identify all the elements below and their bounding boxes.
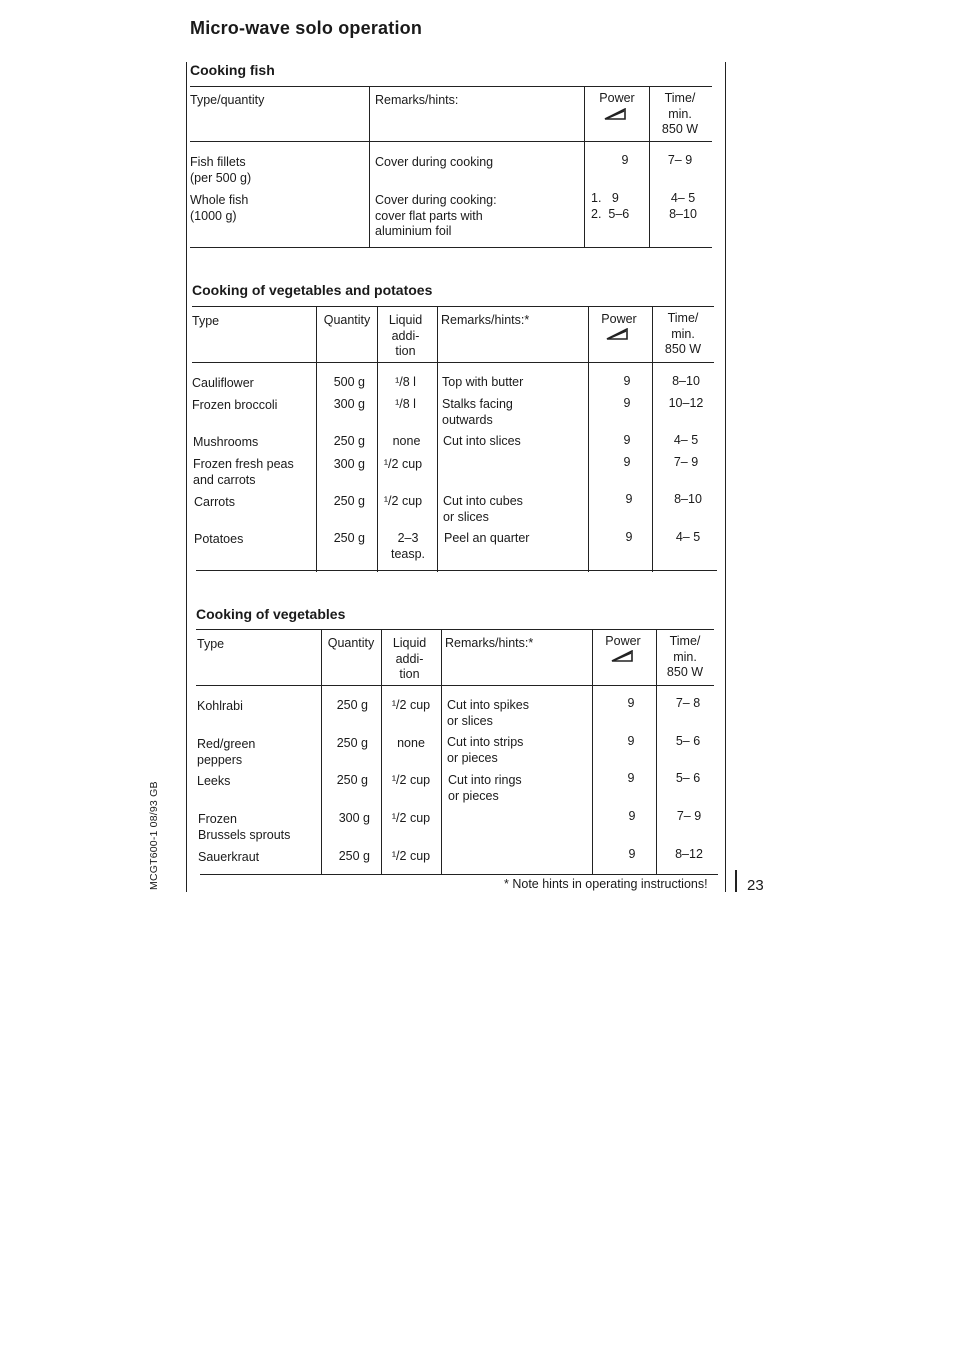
vegpot-row-power: 9 bbox=[623, 455, 631, 469]
vegpot-row-type: Mushrooms bbox=[193, 435, 259, 449]
vegpot-row-time: 7– 9 bbox=[673, 455, 699, 469]
left-margin-rule bbox=[186, 62, 187, 892]
veg-row-time: 5– 6 bbox=[675, 734, 701, 748]
vegpot-header-liquid: Liquid addi- tion bbox=[388, 313, 423, 358]
vegpot-header-remarks: Remarks/hints:* bbox=[441, 313, 530, 327]
veg-row-quantity: 250 g bbox=[336, 698, 368, 712]
veg-row-remarks: Cut into strips or pieces bbox=[447, 735, 524, 765]
power-wedge-icon bbox=[611, 650, 633, 662]
fish-header-remarks: Remarks/hints: bbox=[375, 93, 459, 107]
veg-row-time: 7– 8 bbox=[675, 696, 701, 710]
vegpot-row-quantity: 300 g bbox=[333, 397, 365, 411]
veg-section-heading: Cooking of vegetables bbox=[196, 606, 346, 622]
vegpot-row-power: 9 bbox=[623, 396, 631, 410]
page-number-rule bbox=[735, 870, 737, 892]
veg-row-type: Kohlrabi bbox=[197, 699, 243, 713]
fish-row-type: Whole fish (1000 g) bbox=[190, 193, 249, 223]
vegpot-row-type: Cauliflower bbox=[192, 376, 254, 390]
veg-row-type: Leeks bbox=[197, 774, 231, 788]
fish-header-power: Power bbox=[599, 91, 635, 105]
vegpot-section-heading: Cooking of vegetables and potatoes bbox=[192, 282, 433, 298]
footnote: * Note hints in operating instructions! bbox=[504, 877, 708, 891]
vegpot-header-time: Time/ min. 850 W bbox=[664, 311, 702, 356]
veg-row-quantity: 250 g bbox=[338, 849, 370, 863]
fish-row-remarks: Cover during cooking bbox=[375, 155, 494, 169]
veg-row-time: 7– 9 bbox=[676, 809, 702, 823]
vegpot-row-time: 10–12 bbox=[668, 396, 704, 410]
veg-row-quantity: 300 g bbox=[338, 811, 370, 825]
vegpot-row-type: Frozen broccoli bbox=[192, 398, 278, 412]
vegpot-header-type: Type bbox=[192, 314, 220, 328]
veg-row-power: 9 bbox=[627, 734, 635, 748]
veg-row-time: 5– 6 bbox=[675, 771, 701, 785]
vegpot-row-liquid: ¹/2 cup bbox=[383, 457, 423, 471]
vegpot-row-time: 8–10 bbox=[672, 374, 700, 388]
fish-row-type: Fish fillets (per 500 g) bbox=[190, 155, 252, 185]
page-title: Micro-wave solo operation bbox=[190, 18, 423, 38]
fish-row-time: 7– 9 bbox=[667, 153, 693, 167]
veg-row-liquid: ¹/2 cup bbox=[391, 698, 431, 712]
fish-section-heading: Cooking fish bbox=[190, 62, 275, 78]
fish-row-time: 4– 5 8–10 bbox=[669, 191, 697, 221]
vegpot-row-quantity: 300 g bbox=[333, 457, 365, 471]
power-wedge-icon bbox=[606, 328, 628, 340]
veg-row-remarks: Cut into spikes or slices bbox=[447, 698, 529, 728]
vegpot-row-power: 9 bbox=[625, 492, 633, 506]
vegpot-row-remarks: Cut into cubes or slices bbox=[443, 494, 523, 524]
vegpot-row-time: 4– 5 bbox=[673, 433, 699, 447]
vegpot-row-quantity: 250 g bbox=[333, 494, 365, 508]
veg-row-quantity: 250 g bbox=[336, 773, 368, 787]
veg-row-liquid: ¹/2 cup bbox=[391, 811, 431, 825]
vegpot-row-liquid: ¹/8 l bbox=[395, 397, 416, 411]
fish-header-time: Time/ min. 850 W bbox=[661, 91, 699, 136]
fish-row-power: 9 bbox=[621, 153, 629, 167]
right-margin-rule bbox=[725, 62, 726, 892]
veg-row-type: Red/green peppers bbox=[197, 737, 256, 767]
vegpot-row-remarks: Cut into slices bbox=[443, 434, 521, 448]
vegpot-row-type: Potatoes bbox=[194, 532, 244, 546]
fish-row-remarks: Cover during cooking: cover flat parts with aluminium foil bbox=[375, 193, 497, 238]
veg-row-liquid: none bbox=[397, 736, 425, 750]
veg-row-type: Frozen Brussels sprouts bbox=[198, 812, 291, 842]
veg-row-liquid: ¹/2 cup bbox=[391, 849, 431, 863]
fish-row-power: 1. 9 2. 5–6 bbox=[591, 191, 630, 221]
vegpot-row-time: 8–10 bbox=[674, 492, 702, 506]
vegpot-header-power: Power bbox=[601, 312, 637, 326]
vegpot-row-power: 9 bbox=[625, 530, 633, 544]
vegpot-row-liquid: 2–3 teasp. bbox=[390, 531, 426, 561]
fish-header-type: Type/quantity bbox=[190, 93, 265, 107]
vegpot-row-power: 9 bbox=[623, 433, 631, 447]
veg-row-time: 8–12 bbox=[675, 847, 703, 861]
page-number: 23 bbox=[747, 877, 764, 894]
vegpot-row-quantity: 500 g bbox=[333, 375, 365, 389]
veg-header-liquid: Liquid addi- tion bbox=[392, 636, 427, 681]
document-code: MCGT600-1 08/93 GB bbox=[148, 781, 160, 890]
vegpot-row-quantity: 250 g bbox=[333, 434, 365, 448]
veg-header-quantity: Quantity bbox=[327, 636, 375, 650]
veg-row-power: 9 bbox=[627, 771, 635, 785]
veg-row-power: 9 bbox=[627, 696, 635, 710]
vegpot-row-liquid: none bbox=[392, 434, 421, 448]
vegpot-row-liquid: ¹/8 l bbox=[395, 375, 416, 389]
veg-row-type: Sauerkraut bbox=[198, 850, 260, 864]
vegpot-row-liquid: ¹/2 cup bbox=[383, 494, 423, 508]
veg-header-remarks: Remarks/hints:* bbox=[445, 636, 534, 650]
vegpot-header-quantity: Quantity bbox=[323, 313, 371, 327]
veg-header-type: Type bbox=[197, 637, 225, 651]
vegpot-row-type: Frozen fresh peas and carrots bbox=[193, 457, 294, 487]
vegpot-row-type: Carrots bbox=[194, 495, 235, 509]
veg-header-time: Time/ min. 850 W bbox=[666, 634, 704, 679]
vegpot-row-time: 4– 5 bbox=[675, 530, 701, 544]
vegpot-row-remarks: Top with butter bbox=[442, 375, 524, 389]
vegpot-row-quantity: 250 g bbox=[333, 531, 365, 545]
veg-row-power: 9 bbox=[628, 847, 636, 861]
veg-row-power: 9 bbox=[628, 809, 636, 823]
vegpot-row-power: 9 bbox=[623, 374, 631, 388]
veg-row-remarks: Cut into rings or pieces bbox=[448, 773, 522, 803]
veg-row-quantity: 250 g bbox=[336, 736, 368, 750]
vegpot-row-remarks: Stalks facing outwards bbox=[442, 397, 513, 427]
veg-header-power: Power bbox=[605, 634, 641, 648]
vegpot-row-remarks: Peel an quarter bbox=[444, 531, 530, 545]
power-wedge-icon bbox=[604, 108, 626, 120]
veg-row-liquid: ¹/2 cup bbox=[391, 773, 431, 787]
